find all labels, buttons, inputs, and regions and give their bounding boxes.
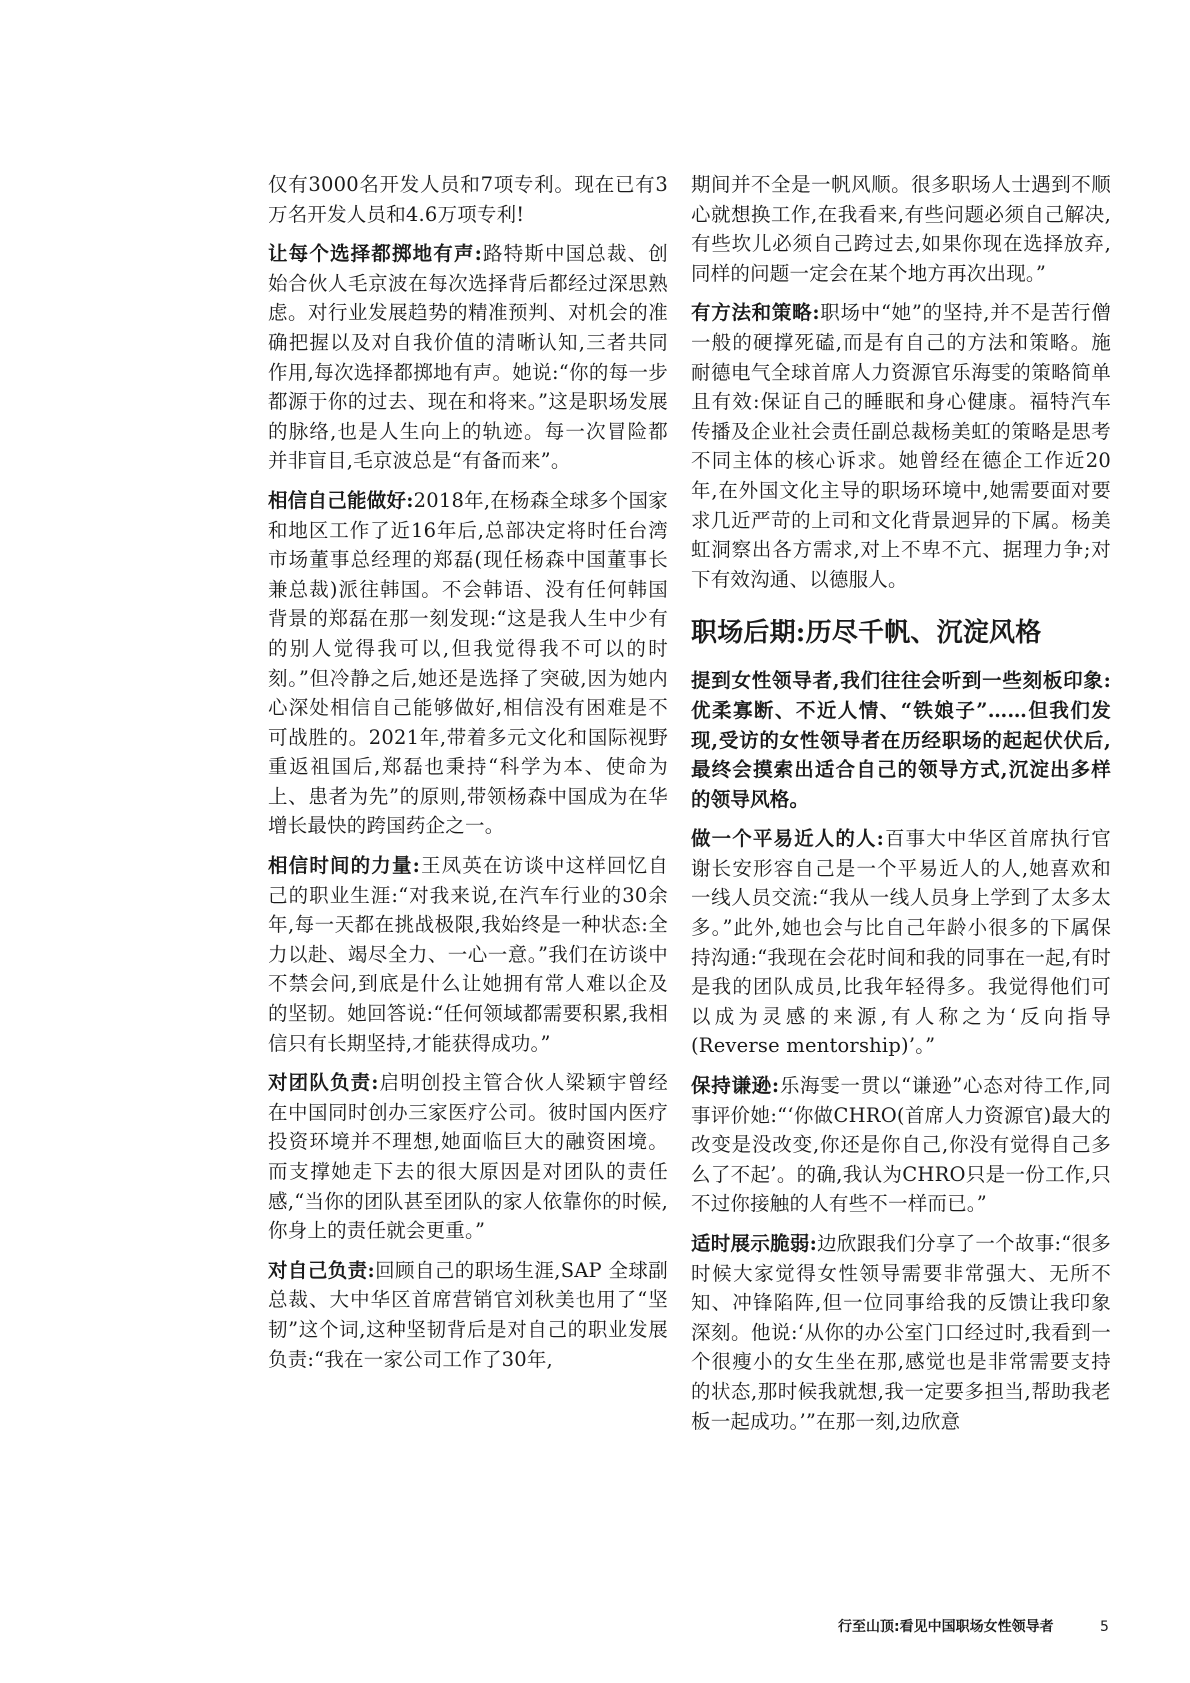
paragraph: 对团队负责:启明创投主管合伙人梁颖宇曾经在中国同时创办三家医疗公司。彼时国内医疗投资环境并不理想,她面临巨大的融资困境。而支撑她走下去的很大原因是对团队的责任感,“当你的团队甚至团队的家人依靠你的时候,你身上的责任就会更重。” [268,1071,668,1243]
paragraph: 期间并不全是一帆风顺。很多职场人士遇到不顺心就想换工作,在我看来,有些问题必须自己解决,有些坎儿必须自己跨过去,如果你现在选择放弃,同样的问题一定会在某个地方再次出现。” [691,173,1111,285]
paragraph: 做一个平易近人的人:百事大中华区首席执行官谢长安形容自己是一个平易近人的人,她喜欢和一线人员交流:“我从一线人员身上学到了太多太多。”此外,她也会与比自己年龄小很多的下属保持沟通:“我现在会花时间和我的同事在一起,有时是我的团队成员,比我年轻得多。我觉得他们可以成为灵感的来源,有人称之为‘反向指导(Reverse mentorship)’。” [691,827,1112,1058]
page-number: 5 [1100,1619,1109,1635]
paragraph: 适时展示脆弱:边欣跟我们分享了一个故事:“很多时候大家觉得女性领导需要非常强大、无所不知、冲锋陷阵,但一位同事给我的反馈让我印象深刻。他说:‘从你的办公室门口经过时,我看到一个很瘦小的女生坐在那,感觉也是非常需要支持的状态,那时候我就想,我一定要多担当,帮助我老板一起成功。’”在那一刻,边欣意 [691,1232,1111,1433]
paragraph: 对自己负责:回顾自己的职场生涯,SAP 全球副总裁、大中华区首席营销官刘秋美也用了“坚韧”这个词,这种坚韧背后是对自己的职业发展负责:“我在一家公司工作了30年, [268,1258,668,1371]
paragraph: 有方法和策略:职场中“她”的坚持,并不是苦行僧一般的硬撑死磕,而是有自己的方法和策略。施耐德电气全球首席人力资源官乐海雯的策略简单且有效:保证自己的睡眠和身心健康。福特汽车传播及企业社会责任副总裁杨美虹的策略是思考不同主体的核心诉求。她曾经在德企工作近20年,在外国文化主导的职场环境中,她需要面对要求几近严苛的上司和文化背景迥异的下属。杨美虹洞察出各方需求,对上不卑不亢、据理力争;对下有效沟通、以德服人。 [691,301,1111,591]
page-footer [838,1618,1118,1636]
footer-title: 行至山顶:看见中国职场女性领导者 [838,1619,1054,1635]
section-lead: 提到女性领导者,我们往往会听到一些刻板印象:优柔寡断、不近人情、“铁娘子”……但我们发现,受访的女性领导者在历经职场的起起伏伏后,最终会摸索出适合自己的领导方式,沉淀出多样的领导风格。 [691,669,1111,811]
left-column [268,170,668,1384]
paragraph: 保持谦逊:乐海雯一贯以“谦逊”心态对待工作,同事评价她:“‘你做CHRO(首席人力资源官)最大的改变是没改变,你还是你自己,你没有觉得自己多么了不起’。的确,我认为CHRO只是一份工作,只不过你接触的人有些不一样而已。” [691,1074,1111,1216]
paragraph: 让每个选择都掷地有声:路特斯中国总裁、创始合伙人毛京波在每次选择背后都经过深思熟虑。对行业发展趋势的精准预判、对机会的准确把握以及对自我价值的清晰认知,三者共同作用,每次选择都掷地有声。她说:“你的每一步都源于你的过去、现在和将来。”这是职场发展的脉络,也是人生向上的轨迹。每一次冒险都并非盲目,毛京波总是“有备而来”。 [268,242,668,473]
paragraph: 相信自己能做好:2018年,在杨森全球多个国家和地区工作了近16年后,总部决定将时任台湾市场董事总经理的郑磊(现任杨森中国董事长兼总裁)派往韩国。不会韩语、没有任何韩国背景的郑磊在那一刻发现:“这是我人生中少有的别人觉得我可以,但我觉得我不可以的时刻。”但冷静之后,她还是选择了突破,因为她内心深处相信自己能够做好,相信没有困难是不可战胜的。2021年,带着多元文化和国际视野重返祖国后,郑磊也秉持“科学为本、使命为上、患者为先”的原则,带领杨森中国成为在华增长最快的跨国药企之一。 [268,488,668,838]
paragraph: 仅有3000名开发人员和7项专利。现在已有3万名开发人员和4.6万项专利! [268,173,668,226]
section-title: 职场后期:历尽千帆、沉淀风格 [691,618,1042,649]
right-column [691,170,1111,1446]
paragraph: 相信时间的力量:王凤英在访谈中这样回忆自己的职业生涯:“对我来说,在汽车行业的30余年,每一天都在挑战极限,我始终是一种状态:全力以赴、竭尽全力、一心一意。”我们在访谈中不禁会问,到底是什么让她拥有常人难以企及的坚韧。她回答说:“任何领域都需要积累,我相信只有长期坚持,才能获得成功。” [268,854,668,1055]
